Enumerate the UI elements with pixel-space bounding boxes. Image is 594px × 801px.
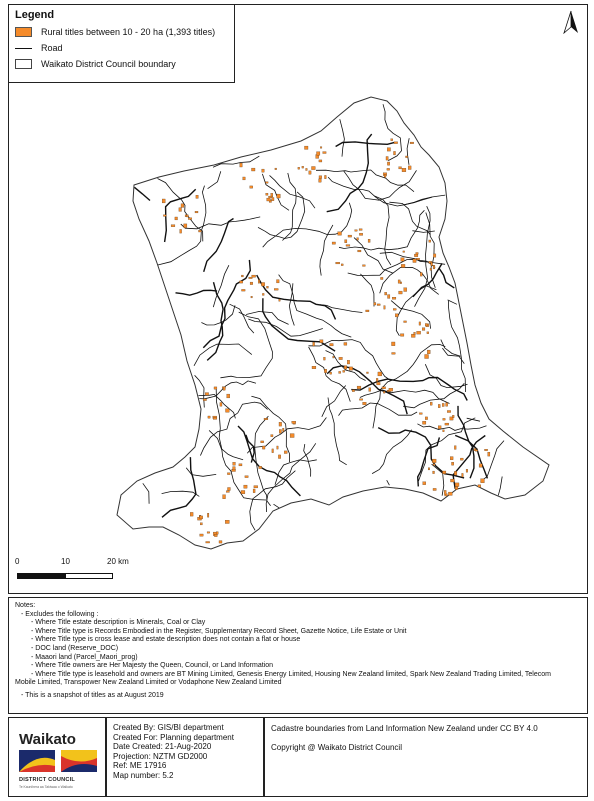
rural-title-parcel bbox=[359, 233, 362, 235]
rural-title-parcel bbox=[383, 391, 385, 393]
waikato-district-council-logo bbox=[17, 726, 101, 792]
rural-title-parcel bbox=[454, 471, 457, 475]
rural-title-parcel bbox=[226, 409, 230, 413]
rural-title-parcel bbox=[348, 235, 352, 237]
rural-title-parcel bbox=[443, 471, 446, 474]
rural-title-parcel bbox=[283, 428, 285, 431]
rural-title-parcel bbox=[219, 541, 222, 544]
rural-title-parcel bbox=[205, 393, 208, 396]
rural-title-parcel bbox=[378, 372, 382, 376]
rural-title-parcel bbox=[425, 355, 429, 359]
rural-title-parcel bbox=[216, 532, 218, 535]
rural-title-parcel bbox=[214, 534, 217, 536]
rural-title-parcel bbox=[227, 473, 230, 475]
rural-title-parcel bbox=[394, 142, 398, 144]
rural-title-parcel bbox=[387, 148, 390, 151]
rural-title-parcel bbox=[428, 468, 430, 470]
rural-title-parcel bbox=[249, 277, 253, 279]
map-canvas[interactable] bbox=[9, 5, 587, 593]
rural-title-parcel bbox=[385, 292, 387, 295]
rural-title-parcel bbox=[266, 182, 269, 184]
rural-title-parcel bbox=[366, 310, 369, 312]
rural-title-parcel bbox=[324, 369, 326, 373]
rural-title-parcel bbox=[254, 486, 258, 488]
rural-title-parcel bbox=[359, 229, 362, 231]
rural-title-parcel bbox=[319, 160, 322, 162]
rural-title-parcel bbox=[267, 286, 269, 288]
rural-title-parcel bbox=[433, 254, 436, 257]
created-for: Created For: Planning department bbox=[113, 732, 234, 742]
rural-title-parcel bbox=[460, 458, 463, 460]
rural-title-parcel bbox=[466, 469, 468, 472]
rural-title-parcel bbox=[388, 295, 390, 299]
notes-item: - Where Title type is Records Embodied in the Register, Supplementary Record Sheet, Gazette Notice, Life Estate or Unit bbox=[31, 627, 407, 635]
cadastre-credit: Cadastre boundaries from Land Information New Zealand under CC BY 4.0 bbox=[271, 724, 538, 733]
rural-title-parcel bbox=[475, 450, 477, 452]
rural-title-parcel bbox=[425, 417, 427, 420]
rural-title-parcel bbox=[213, 418, 217, 420]
projection: Projection: NZTM GD2000 bbox=[113, 751, 208, 761]
rural-title-parcel bbox=[179, 208, 182, 212]
rural-title-parcel bbox=[386, 157, 388, 161]
scale-bar bbox=[15, 557, 141, 585]
rural-title-parcel bbox=[403, 251, 405, 253]
rural-title-parcel bbox=[325, 175, 327, 178]
rural-title-parcel bbox=[377, 304, 380, 306]
rural-title-parcel bbox=[233, 462, 236, 465]
rural-title-parcel bbox=[317, 152, 320, 156]
rural-title-parcel bbox=[377, 382, 381, 385]
rural-title-parcel bbox=[264, 418, 268, 420]
rural-title-parcel bbox=[306, 168, 308, 170]
legend-title: Legend bbox=[15, 9, 55, 21]
rural-title-parcel bbox=[223, 495, 226, 499]
logo-panel bbox=[8, 717, 106, 797]
rural-title-parcel bbox=[338, 232, 342, 235]
scale-label-20: 20 km bbox=[107, 557, 129, 566]
rural-title-parcel bbox=[203, 399, 206, 401]
rural-title-parcel bbox=[187, 215, 189, 217]
rural-title-parcel bbox=[200, 523, 202, 525]
rural-title-parcel bbox=[427, 350, 430, 354]
rural-title-parcel bbox=[225, 520, 229, 523]
rural-title-parcel bbox=[425, 324, 427, 327]
rural-title-parcel bbox=[387, 168, 390, 170]
rural-title-parcel bbox=[272, 449, 274, 453]
rural-title-parcel bbox=[244, 485, 247, 488]
rural-title-parcel bbox=[443, 418, 445, 420]
rural-title-parcel bbox=[450, 457, 453, 460]
rural-title-parcel bbox=[451, 479, 455, 482]
svg-text:Waikato: Waikato bbox=[19, 731, 76, 748]
rural-title-parcel bbox=[253, 489, 255, 493]
rural-title-parcel bbox=[190, 512, 193, 516]
rural-title-parcel bbox=[384, 174, 386, 177]
svg-text:DISTRICT COUNCIL: DISTRICT COUNCIL bbox=[19, 777, 76, 783]
rural-title-parcel bbox=[431, 262, 433, 266]
rural-title-parcel bbox=[343, 370, 345, 372]
rural-title-parcel bbox=[393, 309, 396, 311]
rural-title-parcel bbox=[171, 225, 175, 227]
rural-title-parcel bbox=[239, 464, 242, 466]
rural-title-parcel bbox=[485, 449, 488, 451]
map-number: Map number: 5.2 bbox=[113, 770, 174, 780]
notes-snapshot: - This is a snapshot of titles as at August 2019 bbox=[21, 691, 164, 699]
notes-excludes: - Excludes the following : bbox=[21, 610, 99, 618]
rural-title-parcel bbox=[442, 403, 444, 406]
rural-title-parcel bbox=[391, 139, 393, 141]
rural-title-parcel bbox=[269, 196, 273, 198]
scale-segment-light bbox=[65, 573, 113, 579]
rural-title-parcel bbox=[290, 434, 294, 438]
rural-title-parcel bbox=[422, 328, 425, 331]
rural-title-parcel bbox=[220, 403, 222, 407]
rural-title-parcel bbox=[320, 147, 322, 149]
rural-title-parcel bbox=[227, 394, 230, 398]
rural-title-parcel bbox=[410, 142, 414, 144]
rural-title-parcel bbox=[376, 378, 378, 381]
footer bbox=[8, 717, 588, 797]
reference: Ref: ME 17916 bbox=[113, 761, 167, 771]
rural-title-parcel bbox=[277, 194, 281, 198]
rural-title-parcel bbox=[462, 473, 464, 477]
rural-title-parcel bbox=[384, 306, 386, 310]
legend-item-boundary bbox=[15, 56, 228, 72]
rural-title-parcel bbox=[479, 464, 482, 467]
rural-title-parcel bbox=[438, 426, 441, 429]
rural-title-parcel bbox=[323, 152, 326, 154]
rural-title-parcel bbox=[369, 388, 371, 392]
rural-title-parcel bbox=[188, 218, 192, 220]
legend-item-road bbox=[15, 40, 228, 56]
rural-title-parcel bbox=[432, 459, 436, 463]
rural-title-parcel bbox=[381, 277, 384, 279]
rural-title-parcel bbox=[279, 430, 281, 434]
rural-title-parcel bbox=[200, 534, 204, 536]
rural-title-parcel bbox=[339, 357, 343, 359]
rural-title-parcel bbox=[319, 179, 322, 182]
rural-title-parcel bbox=[347, 360, 349, 364]
rural-title-parcel bbox=[359, 399, 362, 401]
rural-title-parcel bbox=[271, 435, 273, 437]
rural-title-parcel bbox=[355, 230, 358, 232]
rural-title-parcel bbox=[433, 464, 435, 466]
rural-title-parcel bbox=[433, 265, 435, 269]
rural-title-parcel bbox=[363, 265, 366, 267]
rural-title-parcel bbox=[444, 490, 446, 494]
rural-title-parcel bbox=[250, 186, 253, 188]
rural-title-parcel bbox=[258, 280, 260, 284]
rural-title-parcel bbox=[368, 239, 370, 242]
legend bbox=[9, 5, 235, 83]
rural-title-parcel bbox=[233, 467, 236, 470]
rural-title-parcel bbox=[181, 204, 184, 208]
rural-title-parcel bbox=[250, 282, 253, 285]
rural-title-parcel bbox=[398, 280, 400, 283]
legend-label: Waikato District Council boundary bbox=[41, 59, 176, 69]
rural-title-parcel bbox=[267, 198, 271, 201]
rural-title-parcel bbox=[251, 296, 253, 298]
rural-title-parcel bbox=[324, 357, 326, 360]
rural-title-parcel bbox=[333, 356, 335, 358]
rural-title-parcel bbox=[261, 283, 264, 287]
date-created: Date Created: 21-Aug-2020 bbox=[113, 742, 212, 752]
rural-title-parcel bbox=[180, 229, 182, 233]
rural-title-parcel bbox=[394, 151, 396, 155]
map-info-panel bbox=[106, 717, 264, 797]
rural-title-parcel bbox=[447, 411, 451, 413]
notes-item-continued: Mobile Limited, Transpower New Zealand Limited or Vodaphone New Zealand Limited bbox=[15, 679, 282, 687]
rural-title-parcel bbox=[319, 176, 322, 179]
rural-title-parcel bbox=[423, 421, 426, 424]
rural-title-parcel bbox=[448, 492, 452, 495]
rural-title-parcel bbox=[320, 340, 323, 343]
rural-title-parcel bbox=[400, 282, 402, 284]
rural-title-parcel bbox=[242, 289, 246, 291]
rural-title-parcel bbox=[438, 404, 440, 407]
rural-title-parcel bbox=[184, 224, 187, 228]
rural-title-parcel bbox=[420, 273, 422, 277]
rural-title-parcel bbox=[454, 446, 456, 450]
rural-title-parcel bbox=[452, 415, 454, 417]
rural-title-parcel bbox=[406, 156, 408, 158]
rural-title-parcel bbox=[261, 441, 264, 443]
rural-title-parcel bbox=[332, 242, 335, 244]
rural-title-parcel bbox=[275, 168, 277, 170]
rural-title-parcel bbox=[367, 372, 369, 374]
rural-title-parcel bbox=[417, 331, 421, 334]
rural-title-parcel bbox=[400, 334, 404, 337]
rural-title-parcel bbox=[262, 169, 265, 172]
legend-label: Road bbox=[41, 43, 63, 53]
rural-title-parcel bbox=[413, 259, 416, 263]
rural-title-parcel bbox=[423, 482, 426, 485]
north-arrow-icon bbox=[563, 10, 579, 34]
road-line-swatch-icon bbox=[15, 48, 32, 49]
rural-title-parcel bbox=[313, 342, 315, 346]
rural-title-parcel bbox=[452, 462, 454, 465]
rural-title-parcel bbox=[363, 402, 367, 405]
rural-title-parcel bbox=[357, 238, 359, 240]
rural-title-parcel bbox=[278, 455, 280, 459]
legend-item-rural-titles bbox=[15, 24, 228, 40]
rural-title-parcel bbox=[243, 177, 246, 180]
rural-title-parcel bbox=[279, 422, 282, 426]
scale-segment-dark bbox=[17, 573, 65, 579]
rural-title-parcel bbox=[305, 146, 309, 149]
rural-title-parcel bbox=[433, 471, 435, 474]
rural-title-parcel bbox=[433, 488, 436, 490]
map-frame bbox=[8, 4, 588, 594]
rural-title-parcel bbox=[429, 240, 431, 242]
rural-title-parcel bbox=[339, 371, 341, 373]
rural-title-parcel bbox=[392, 342, 396, 346]
rural-title-parcel bbox=[312, 167, 316, 170]
rural-title-parcel bbox=[208, 416, 210, 418]
legend-label: Rural titles between 10 - 20 ha (1,393 titles) bbox=[41, 27, 216, 37]
rural-title-parcel bbox=[401, 264, 405, 267]
rural-title-parcel bbox=[241, 275, 243, 277]
rural-title-parcel bbox=[277, 446, 279, 449]
rural-title-parcel bbox=[207, 532, 210, 534]
rural-title-parcel bbox=[392, 297, 396, 299]
rural-title-parcel bbox=[416, 258, 419, 260]
rural-title-parcel bbox=[387, 162, 389, 165]
rural-title-parcel bbox=[399, 167, 402, 169]
rural-title-parcel bbox=[346, 245, 350, 247]
rural-title-parcel bbox=[274, 289, 278, 291]
rural-title-parcel bbox=[430, 268, 432, 270]
rural-title-parcel bbox=[207, 513, 209, 517]
rural-title-parcel bbox=[392, 353, 396, 355]
rural-title-parcel bbox=[206, 542, 210, 544]
rural-title-parcel bbox=[414, 254, 418, 257]
rural-title-parcel bbox=[349, 367, 352, 370]
rural-title-parcel bbox=[389, 388, 393, 391]
rural-title-parcel bbox=[430, 402, 432, 405]
rural-title-parcel bbox=[241, 491, 245, 494]
rural-title-parcel bbox=[341, 264, 343, 266]
notes-panel bbox=[8, 597, 588, 714]
rural-title-parcel bbox=[195, 211, 198, 213]
rural-title-parcel bbox=[408, 166, 411, 170]
rural-title-parcel bbox=[382, 387, 386, 389]
rural-title-parcel bbox=[279, 299, 281, 301]
rural-title-parcel bbox=[481, 479, 485, 483]
rural-title-parcel bbox=[199, 230, 202, 232]
rural-title-parcel bbox=[312, 366, 316, 369]
rural-title-parcel bbox=[352, 390, 354, 392]
credits-panel bbox=[264, 717, 588, 797]
rural-title-parcel bbox=[345, 240, 347, 243]
rural-title-parcel bbox=[357, 386, 361, 389]
rural-title-parcel bbox=[226, 491, 229, 493]
rural-title-parcel bbox=[309, 171, 311, 174]
rural-title-parcel bbox=[395, 314, 398, 317]
rural-title-parcel bbox=[427, 332, 429, 334]
rural-title-parcel bbox=[445, 423, 449, 425]
rural-title-parcel bbox=[240, 163, 243, 167]
rural-title-parcel bbox=[292, 421, 296, 423]
rural-title-parcel bbox=[404, 288, 407, 292]
rural-title-parcel bbox=[478, 485, 481, 488]
rural-title-parcel bbox=[402, 168, 406, 172]
rural-title-parcel bbox=[163, 215, 166, 217]
rural-title-parcel bbox=[262, 446, 265, 449]
rural-title-parcel bbox=[336, 262, 340, 264]
boundary-swatch-icon bbox=[15, 59, 32, 69]
rural-title-parcel bbox=[266, 193, 268, 195]
rural-title-parcel bbox=[240, 281, 243, 283]
rural-title-parcel bbox=[344, 343, 347, 346]
notes-item: - Where Title owners are Her Majesty the Queen, Council, or Land Information bbox=[31, 662, 273, 670]
rural-title-parcel bbox=[404, 321, 407, 323]
scale-label-10: 10 bbox=[61, 557, 70, 566]
rural-title-parcel bbox=[419, 322, 421, 325]
notes-item: - DOC land (Reserve_DOC) bbox=[31, 644, 119, 652]
rural-title-parcel bbox=[488, 452, 490, 456]
orange-fill-swatch-icon bbox=[15, 27, 32, 37]
rural-title-parcel bbox=[252, 168, 256, 171]
rural-title-parcel bbox=[330, 344, 334, 346]
created-by: Created By: GIS/BI department bbox=[113, 723, 224, 732]
rural-title-parcel bbox=[399, 291, 403, 294]
notes-heading: Notes: bbox=[15, 602, 36, 609]
rural-title-parcel bbox=[455, 487, 458, 490]
rural-title-parcel bbox=[455, 483, 459, 487]
rural-title-parcel bbox=[245, 476, 248, 478]
rural-title-parcel bbox=[414, 332, 416, 334]
rural-title-parcel bbox=[162, 199, 165, 203]
rural-title-parcel bbox=[298, 167, 300, 169]
rural-title-parcel bbox=[223, 387, 225, 390]
rural-title-parcel bbox=[284, 451, 287, 454]
rural-title-parcel bbox=[214, 387, 217, 389]
notes-item: - Maaori land (Parcel_Maori_prog) bbox=[31, 653, 138, 661]
rural-title-parcel bbox=[401, 258, 404, 262]
rural-title-parcel bbox=[228, 488, 231, 491]
notes-item: - Where Title type is cross lease and estate description does not contain a flat or house bbox=[31, 636, 301, 644]
rural-title-parcel bbox=[443, 430, 445, 432]
rural-title-parcel bbox=[344, 366, 347, 370]
rural-title-parcel bbox=[200, 516, 203, 519]
rural-title-parcel bbox=[302, 166, 304, 168]
rural-title-parcel bbox=[272, 198, 274, 201]
rural-title-parcel bbox=[196, 195, 198, 198]
rural-title-parcel bbox=[259, 466, 262, 468]
rural-title-parcel bbox=[419, 413, 422, 415]
rural-title-parcel bbox=[175, 217, 178, 220]
notes-item: - Where Title estate description is Minerals, Coal or Clay bbox=[31, 619, 206, 627]
notes-item: - Where Title type is leasehold and owners are BT Mining Limited, Genesis Energy Limited, Housing New Zealand limited, Spark New Zealand Trading Limited, Telecom bbox=[31, 670, 551, 678]
rural-title-parcel bbox=[277, 280, 280, 283]
rural-title-parcel bbox=[262, 293, 264, 295]
copyright-credit: Copyright @ Waikato District Council bbox=[271, 743, 402, 752]
rural-title-parcel bbox=[358, 250, 361, 252]
svg-text:Te Kaunihera aa Takiwaa o Waik: Te Kaunihera aa Takiwaa o Waikato bbox=[19, 785, 73, 789]
rural-title-parcel bbox=[330, 372, 332, 374]
rural-title-parcel bbox=[374, 303, 376, 306]
rural-title-parcel bbox=[446, 403, 448, 407]
scale-label-0: 0 bbox=[15, 557, 20, 566]
